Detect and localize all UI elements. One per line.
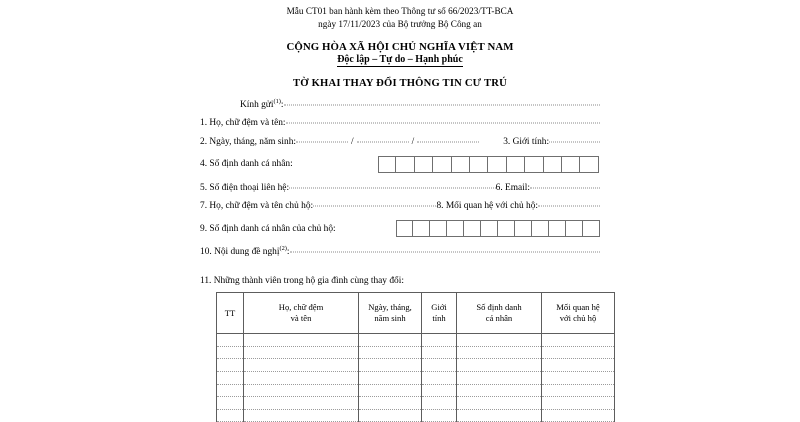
id-box[interactable] bbox=[433, 156, 451, 173]
id-box[interactable] bbox=[470, 156, 488, 173]
table-cell-rel[interactable] bbox=[542, 346, 615, 359]
id-box[interactable] bbox=[452, 156, 470, 173]
field-householder-id-boxes[interactable] bbox=[396, 220, 600, 237]
field-phone-label: 5. Số điện thoại liên hệ: bbox=[200, 182, 290, 193]
table-cell-name[interactable] bbox=[244, 334, 359, 347]
field-request-content-row bbox=[200, 247, 600, 257]
table-cell-rel[interactable] bbox=[542, 371, 615, 384]
id-box[interactable] bbox=[525, 156, 543, 173]
field-phone-email-row bbox=[200, 183, 600, 193]
table-cell-sex[interactable] bbox=[422, 359, 457, 372]
table-cell-pid[interactable] bbox=[457, 397, 542, 410]
id-box[interactable] bbox=[498, 220, 515, 237]
table-cell-pid[interactable] bbox=[457, 371, 542, 384]
table-cell-rel[interactable] bbox=[542, 359, 615, 372]
table-row[interactable] bbox=[217, 384, 615, 397]
id-box[interactable] bbox=[430, 220, 447, 237]
table-cell-pid[interactable] bbox=[457, 359, 542, 372]
field-full-name-label: 1. Họ, chữ đệm và tên: bbox=[200, 118, 286, 129]
national-motto-text: Độc lập – Tự do – Hạnh phúc bbox=[337, 53, 463, 65]
field-email-input[interactable] bbox=[530, 186, 600, 188]
table-cell-dob[interactable] bbox=[359, 334, 422, 347]
table-row[interactable] bbox=[217, 371, 615, 384]
members-table-intro: 11. Những thành viên trong hộ gia đình cùng thay đổi: bbox=[200, 276, 404, 287]
field-request-content-label: 10. Nội dung đề nghị$^{(2)}$: bbox=[200, 245, 290, 258]
column-header-tt: TT bbox=[217, 293, 244, 334]
field-dob-year-input[interactable] bbox=[417, 140, 479, 142]
field-dob-gender-row bbox=[200, 137, 600, 147]
table-cell-name[interactable] bbox=[244, 371, 359, 384]
form-body bbox=[200, 0, 600, 420]
field-dob-label: 2. Ngày, tháng, năm sinh: bbox=[200, 136, 296, 147]
table-cell-dob[interactable] bbox=[359, 397, 422, 410]
field-dob-month-input[interactable] bbox=[357, 140, 409, 142]
national-heading: CỘNG HÒA XÃ HỘI CHỦ NGHĨA VIỆT NAM bbox=[286, 40, 514, 53]
field-request-content-input[interactable] bbox=[290, 251, 601, 253]
table-cell-rel[interactable] bbox=[542, 384, 615, 397]
table-cell-rel[interactable] bbox=[542, 397, 615, 410]
table-cell-pid[interactable] bbox=[457, 384, 542, 397]
field-dob-day-input[interactable] bbox=[296, 140, 348, 142]
form-reference-block bbox=[200, 0, 600, 32]
table-cell-name[interactable] bbox=[244, 397, 359, 410]
table-cell-name[interactable] bbox=[244, 346, 359, 359]
id-box[interactable] bbox=[396, 156, 414, 173]
national-motto bbox=[200, 54, 600, 65]
field-gender-label: 3. Giới tính: bbox=[503, 136, 550, 147]
table-cell-pid[interactable] bbox=[457, 346, 542, 359]
table-cell-rel[interactable] bbox=[542, 334, 615, 347]
field-relationship-input[interactable] bbox=[538, 205, 600, 207]
table-cell-tt[interactable] bbox=[217, 346, 244, 359]
field-personal-id-label: 4. Số định danh cá nhân: bbox=[200, 159, 293, 170]
table-cell-dob[interactable] bbox=[359, 346, 422, 359]
column-header-relationship: Mối quan hệ với chủ hộ bbox=[542, 293, 615, 334]
household-members-table bbox=[216, 292, 615, 422]
id-box[interactable] bbox=[549, 220, 566, 237]
id-box[interactable] bbox=[507, 156, 525, 173]
column-header-gender: Giới tính bbox=[422, 293, 457, 334]
field-householder-name-label: 7. Họ, chữ đệm và tên chủ hộ: bbox=[200, 201, 314, 212]
table-cell-tt[interactable] bbox=[217, 384, 244, 397]
request-content-footnote-marker: (2) bbox=[279, 245, 287, 253]
column-header-dob: Ngày, tháng, năm sinh bbox=[359, 293, 422, 334]
table-cell-tt[interactable] bbox=[217, 334, 244, 347]
field-personal-id-boxes[interactable] bbox=[378, 156, 600, 173]
table-cell-dob[interactable] bbox=[359, 384, 422, 397]
id-box[interactable] bbox=[583, 220, 600, 237]
table-cell-name[interactable] bbox=[244, 384, 359, 397]
table-cell-sex[interactable] bbox=[422, 346, 457, 359]
table-cell-tt[interactable] bbox=[217, 359, 244, 372]
table-cell-dob[interactable] bbox=[359, 371, 422, 384]
dob-separator-1: / bbox=[351, 136, 354, 147]
id-box[interactable] bbox=[580, 156, 598, 173]
reference-line-2: ngày 17/11/2023 của Bộ trưởng Bộ Công an bbox=[318, 19, 482, 30]
field-householder-id-row bbox=[200, 220, 600, 237]
field-phone-input[interactable] bbox=[289, 186, 496, 188]
table-cell-sex[interactable] bbox=[422, 397, 457, 410]
table-cell-sex[interactable] bbox=[422, 371, 457, 384]
table-header-row bbox=[217, 293, 615, 334]
addressee-label: Kính gửi$^{(1)}$: bbox=[240, 97, 284, 110]
table-row[interactable] bbox=[217, 346, 615, 359]
table-cell-dob[interactable] bbox=[359, 359, 422, 372]
field-personal-id-row bbox=[200, 156, 600, 173]
id-box[interactable] bbox=[464, 220, 481, 237]
addressee-row bbox=[200, 97, 600, 110]
field-full-name-row bbox=[200, 118, 600, 128]
id-box[interactable] bbox=[415, 156, 433, 173]
field-householder-row bbox=[200, 201, 600, 211]
reference-line-1: Mẫu CT01 ban hành kèm theo Thông tư số 66/2023/TT-BCA bbox=[286, 6, 514, 16]
field-householder-id-label: 9. Số định danh cá nhân của chủ hộ: bbox=[200, 223, 336, 234]
table-row[interactable] bbox=[217, 397, 615, 410]
id-box[interactable] bbox=[515, 220, 532, 237]
id-box[interactable] bbox=[413, 220, 430, 237]
table-cell-name[interactable] bbox=[244, 359, 359, 372]
dob-separator-2: / bbox=[411, 136, 415, 147]
id-box[interactable] bbox=[488, 156, 506, 173]
table-cell-sex[interactable] bbox=[422, 384, 457, 397]
field-householder-name-input[interactable] bbox=[313, 205, 436, 207]
table-cell-tt[interactable] bbox=[217, 397, 244, 410]
column-header-name: Họ, chữ đệm và tên bbox=[244, 293, 359, 334]
addressee-footnote-marker: (1) bbox=[273, 97, 281, 105]
table-body bbox=[217, 334, 615, 422]
table-row[interactable] bbox=[217, 359, 615, 372]
field-gender-input[interactable] bbox=[549, 140, 600, 142]
table-cell-sex[interactable] bbox=[422, 334, 457, 347]
id-box[interactable] bbox=[481, 220, 498, 237]
field-email-label: 6. Email: bbox=[495, 182, 530, 193]
table-row[interactable] bbox=[217, 334, 615, 347]
id-box[interactable] bbox=[378, 156, 396, 173]
table-cell-pid[interactable] bbox=[457, 334, 542, 347]
field-relationship-label: 8. Mối quan hệ với chủ hộ: bbox=[436, 201, 538, 212]
addressee-input-line[interactable] bbox=[284, 103, 600, 105]
id-box[interactable] bbox=[544, 156, 562, 173]
id-box[interactable] bbox=[562, 156, 580, 173]
id-box[interactable] bbox=[566, 220, 583, 237]
table-cell-tt[interactable] bbox=[217, 371, 244, 384]
column-header-personal-id: Số định danh cá nhân bbox=[457, 293, 542, 334]
field-full-name-input[interactable] bbox=[286, 122, 600, 124]
id-box[interactable] bbox=[532, 220, 549, 237]
id-box[interactable] bbox=[396, 220, 413, 237]
page-title: TỜ KHAI THAY ĐỔI THÔNG TIN CƯ TRÚ bbox=[293, 77, 507, 89]
id-box[interactable] bbox=[447, 220, 464, 237]
